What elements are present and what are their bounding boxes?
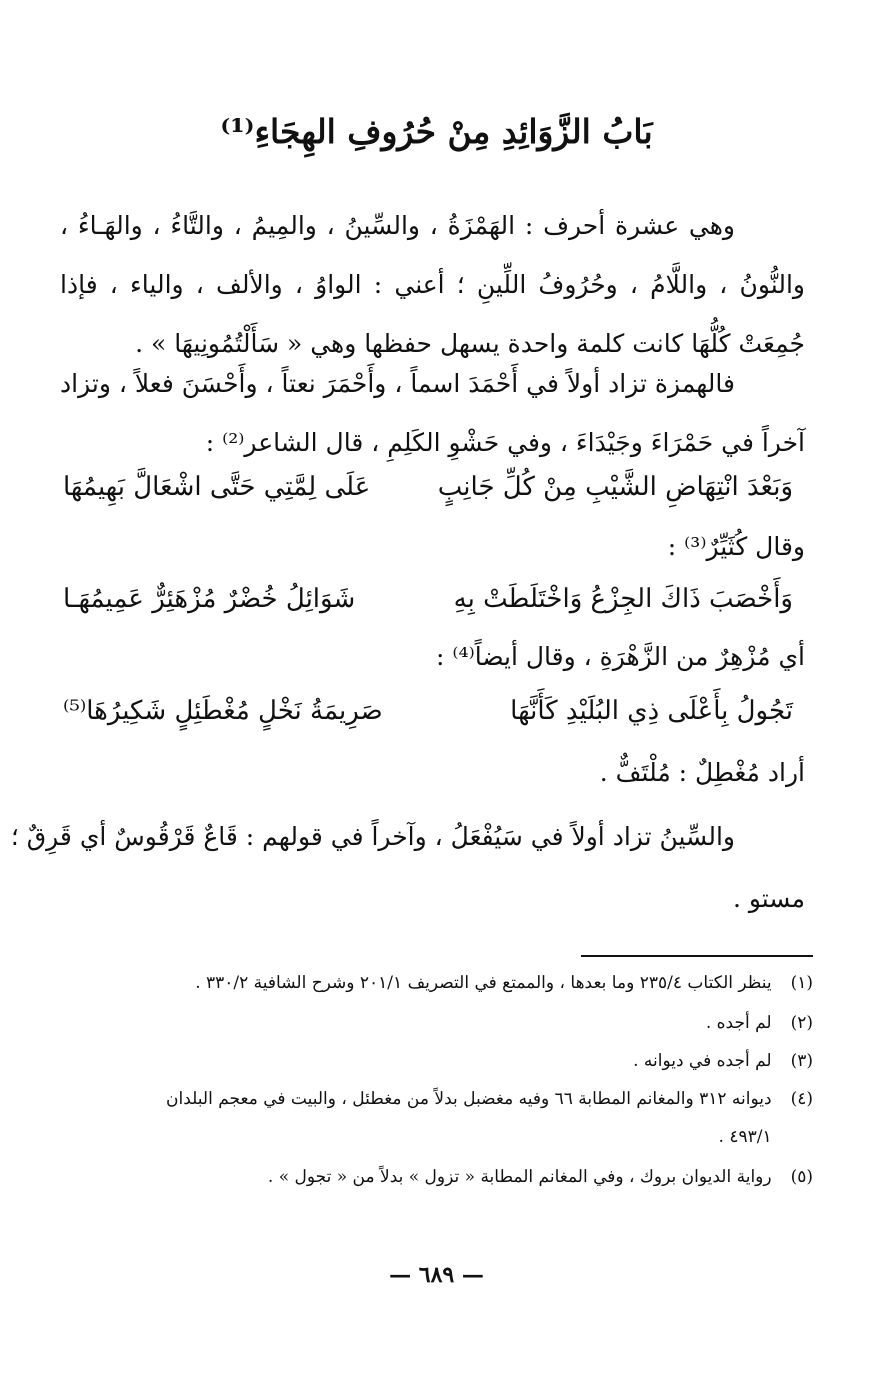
footnote-5 [63, 1162, 813, 1192]
line-azhara: أي مُزْهِرٌ من الزَّهْرَةِ ، وقال أيضاً⁽⁴⁾ : [436, 642, 805, 671]
footnote-number: (٥) [790, 1167, 813, 1187]
verse-3 [63, 696, 803, 742]
line-sin: والسِّينُ تزاد أولاً في سَيُفْعَلُ ، وآخراً في قولهم : قَاعٌ قَرْقُوسٌ أي قَرِقٌ ؛ [10, 822, 735, 851]
verse-2-first-hemistich: وَأَخْصَبَ ذَاكَ الجِزْعُ وَاخْتَلَطَتْ بِهِ [453, 584, 793, 614]
footnote-4 [63, 1084, 813, 1114]
footnote-text: ٤٩٣/١ . [718, 1127, 772, 1147]
verse-3-first-hemistich: تَجُولُ بِأَعْلَى ذِي البُلَيْدِ كَأَنَّهَا [510, 696, 793, 726]
paragraph-letters: وهي عشرة أحرف : الهَمْزَةُ ، والسِّينُ ، والمِيمُ ، والتَّاءُ ، والهَـاءُ ، والنُّونُ ، واللَّامُ ، وحُرُوفُ اللِّينِ ؛ أعني : الواوُ ، والألف ، والياء ، فإذا جُمِعَتْ كُلُّهَا كانت كلمة واحدة يسهل حفظها وهي « سَأَلْتُمُونِيهَا » . [60, 211, 805, 358]
footnote-number: (٣) [790, 1051, 813, 1071]
footnote-text: ديوانه ٣١٢ والمغانم المطابة ٦٦ وفيه مغضبل بدلاً من مغطئل ، والبيت في معجم البلدان [166, 1089, 772, 1109]
chapter-title: بَابُ الزَّوَائِدِ مِنْ حُرُوفِ الهِجَاءِ⁽¹⁾ [220, 112, 653, 151]
verse-2-second-hemistich: شَوَائِلُ خُضْرٌ مُزْهَئِرٌّ عَمِيمُهَـا [63, 584, 356, 614]
verse-3-second-hemistich: صَرِيمَةُ نَخْلٍ مُغْطَئِلٍ شَكِيرُهَا⁽⁵⁾ [63, 696, 383, 726]
verse-1 [63, 472, 803, 518]
footnote-text: رواية الديوان بروك ، وفي المغانم المطابة « تزول » بدلاً من « تجول » . [267, 1167, 772, 1187]
paragraph-hamza: فالهمزة تزاد أولاً في أَحْمَدَ اسماً ، وأَحْمَرَ نعتاً ، وأَحْسَنَ فعلاً ، وتزاد آخراً في حَمْرَاءَ وجَيْدَاءَ ، وفي حَشْوِ الكَلِمِ ، قال الشاعر⁽²⁾ : [60, 369, 805, 457]
footnote-text: لم أجده في ديوانه . [633, 1051, 772, 1071]
verse-1-first-hemistich: وَبَعْدَ انْتِهَاضِ الشَّيْبِ مِنْ كُلِّ جَانِبٍ [437, 472, 793, 502]
footnote-number: (١) [790, 973, 813, 993]
page-number: — ٦٨٩ — [389, 1262, 484, 1288]
footnote-text: ينظر الكتاب ٢٣٥/٤ وما بعدها ، والممتع في التصريف ٢٠١/١ وشرح الشافية ٣٣٠/٢ . [195, 973, 772, 993]
footnote-number: (٤) [790, 1089, 813, 1109]
footnote-separator [581, 955, 813, 957]
footnote-2 [63, 1008, 813, 1038]
footnote-3 [63, 1046, 813, 1076]
footnote-text: لم أجده . [705, 1013, 772, 1033]
line-arad: أراد مُغْطِلٌ : مُلْتَفٌّ . [599, 758, 805, 787]
footnote-1 [63, 968, 813, 998]
verse-1-second-hemistich: عَلَى لِمَّتِي حَتَّى اشْعَالَّ بَهِيمُهَا [63, 472, 371, 502]
footnote-number: (٢) [790, 1013, 813, 1033]
line-mustaw: مستو . [732, 884, 805, 913]
footnote-4-continuation [63, 1122, 813, 1152]
verse-2 [63, 584, 803, 630]
line-kuthayyir: وقال كُثَيِّرٌ⁽³⁾ : [667, 532, 805, 561]
